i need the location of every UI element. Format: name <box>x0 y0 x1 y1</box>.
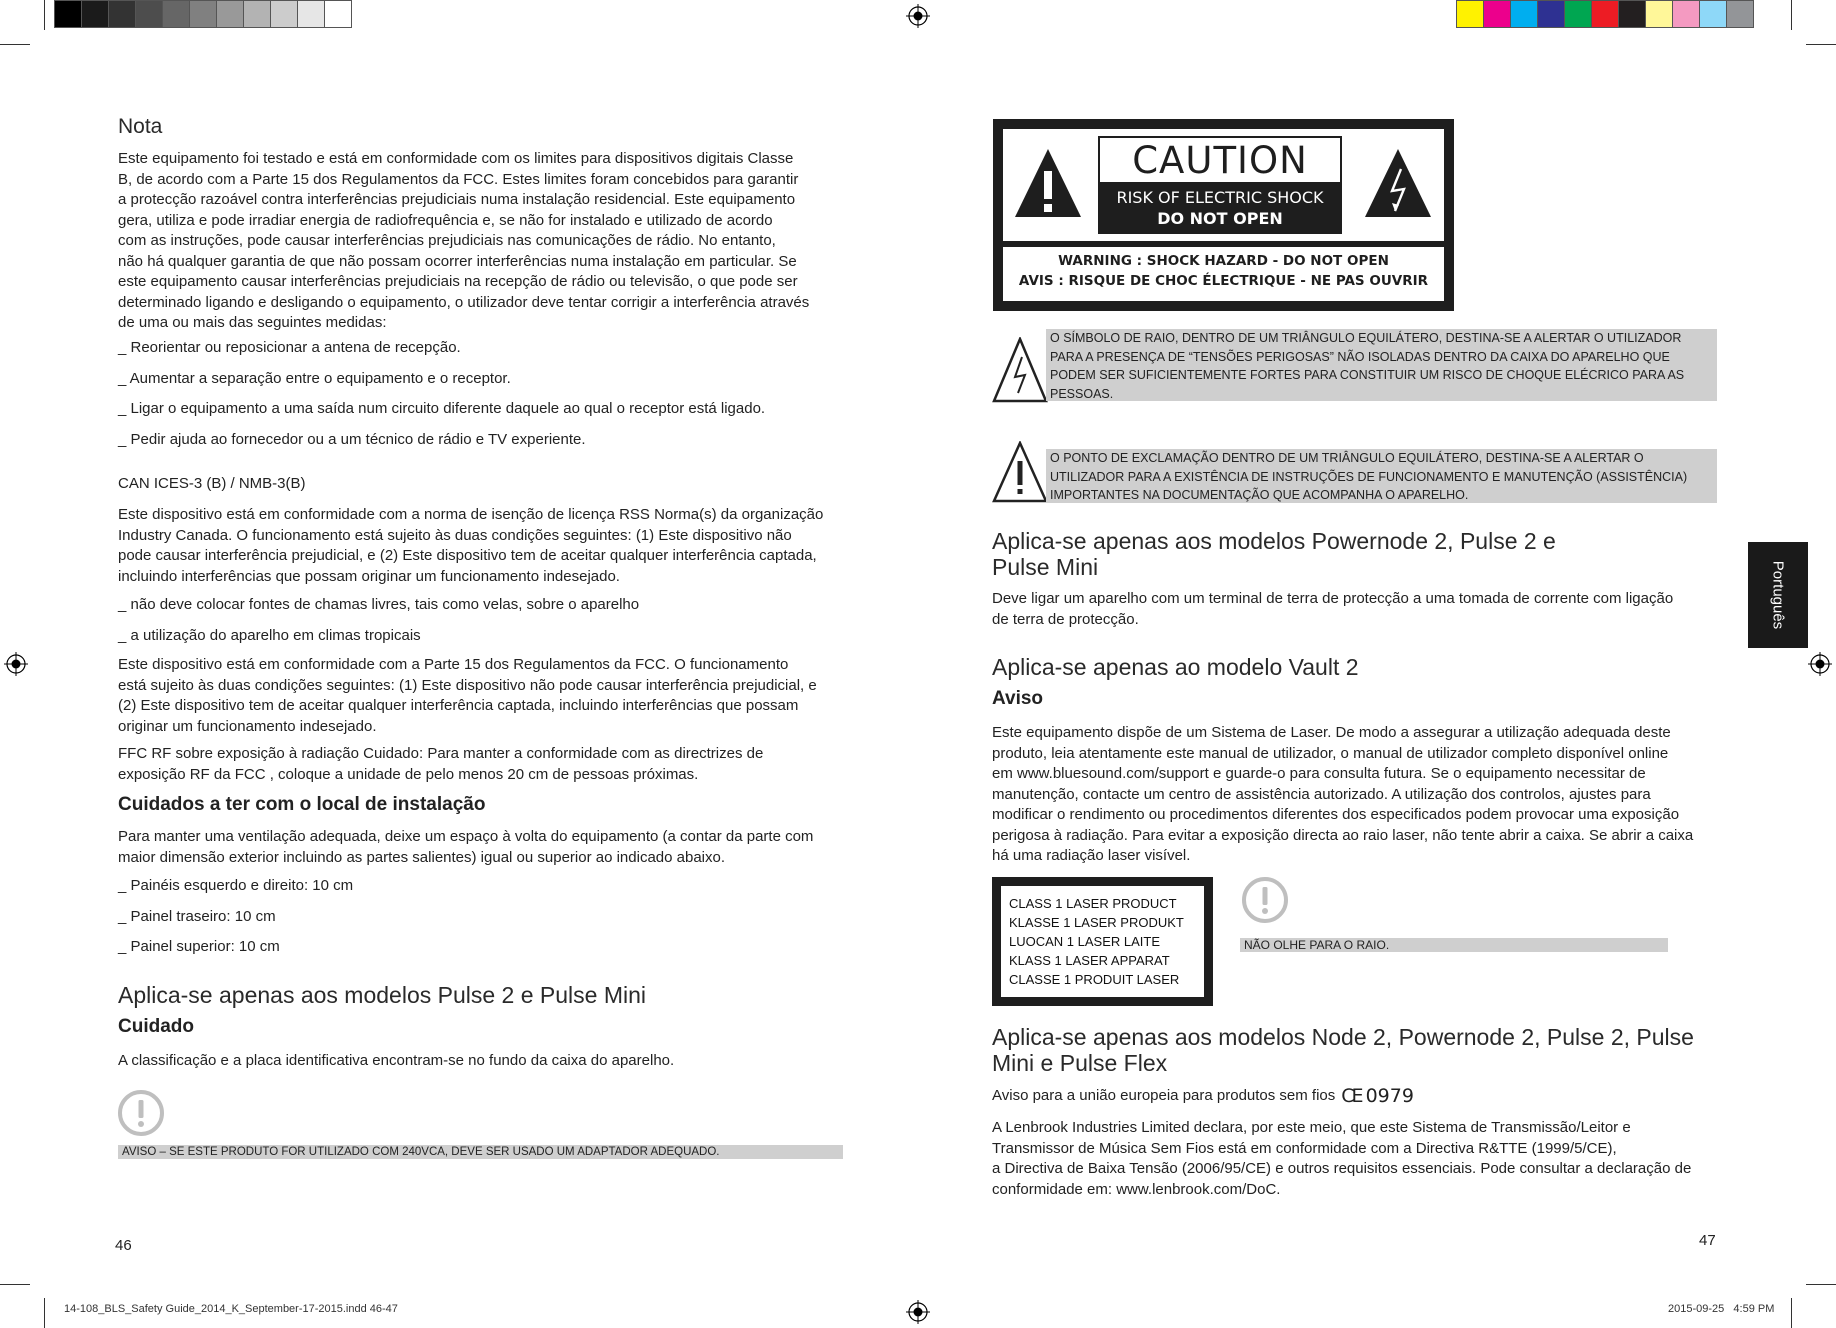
registration-mark-icon <box>906 4 930 28</box>
exclamation-circle-icon <box>117 1089 165 1137</box>
cuidado-text: A classificação e a placa identificativa encontram-se no fundo da caixa do aparelho. <box>118 1052 675 1069</box>
caution-line2: DO NOT OPEN <box>1157 209 1283 228</box>
cuidado-heading: Cuidado <box>118 1016 194 1037</box>
crop-mark <box>0 44 30 45</box>
text-line: Este equipamento dispõe de um Sistema de Laser. De modo a assegurar a utilização adequada deste <box>992 724 1671 741</box>
list-item: _ Painel superior: 10 cm <box>118 938 280 955</box>
install-heading: Cuidados a ter com o local de instalação <box>118 794 486 815</box>
crop-mark <box>44 1298 45 1328</box>
list-item: _ Aumentar a separação entre o equipamento e o receptor. <box>118 369 511 387</box>
text-line: manutenção, contacte um centro de assistência autorizado. A utilização dos controlos, ajustes para <box>992 785 1651 803</box>
text-line: Este dispositivo está em conformidade com a Parte 15 dos Regulamentos da FCC. O funcionamento <box>118 656 789 673</box>
color-swatch <box>216 0 244 28</box>
ce-mark-icon: CE <box>1341 1085 1361 1107</box>
list-item: _ Reorientar ou reposicionar a antena de recepção. <box>118 339 461 356</box>
text-line: não há qualquer garantia de que não possam ocorrer interferências numa instalação em particular. Se <box>118 252 797 270</box>
heading-line: Pulse Mini <box>992 554 1099 580</box>
text-line: UTILIZADOR PARA A EXISTÊNCIA DE INSTRUÇÕES DE FUNCIONAMENTO E MANUTENÇÃO (ASSISTÊNCIA) <box>1050 469 1688 484</box>
ce-number: 0979 <box>1365 1085 1414 1107</box>
text-line: determinado ligando e desligando o equipamento, o utilizador deve tentar corrigir a interferência através <box>118 293 810 311</box>
slug-file-info: 14-108_BLS_Safety Guide_2014_K_September-17-2015.indd 46-47 <box>64 1303 398 1315</box>
rf-paragraph <box>118 744 848 785</box>
vault-heading: Aplica-se apenas ao modelo Vault 2 <box>992 654 1359 680</box>
list-item: _ não deve colocar fontes de chamas livres, tais como velas, sobre o aparelho <box>118 596 640 613</box>
page-number-right: 47 <box>1699 1232 1716 1249</box>
list-item: _ Pedir ajuda ao fornecedor ou a um técnico de rádio e TV experiente. <box>118 430 586 448</box>
text-line: originar um funcionamento indesejado. <box>118 717 377 735</box>
color-swatch <box>1645 0 1673 28</box>
text-line: B, de acordo com a Parte 15 dos Regulamentos da FCC. Estes limites foram concebidos para garantir <box>118 170 799 188</box>
crop-mark <box>0 1284 30 1285</box>
text-line: de uma ou mais das seguintes medidas: <box>118 314 387 331</box>
nota-paragraph <box>118 149 848 334</box>
color-swatch <box>1564 0 1592 28</box>
color-swatch <box>324 0 352 28</box>
pulse-heading: Aplica-se apenas aos modelos Pulse 2 e Pulse Mini <box>118 982 647 1008</box>
laser-label-line: KLASSE 1 LASER PRODUKT <box>1009 915 1184 930</box>
text-line: modificar o rendimento ou procedimentos diferentes dos especificados podem provocar uma exposição <box>992 806 1680 823</box>
powernode-heading <box>992 528 1712 580</box>
lenbrook-paragraph <box>992 1118 1732 1200</box>
color-swatch <box>81 0 109 28</box>
registration-mark-icon <box>906 1300 930 1324</box>
laser-class-label <box>992 877 1213 1006</box>
language-tab <box>1748 542 1808 648</box>
text-line: PESSOAS. <box>1050 386 1114 401</box>
registration-mark-icon <box>1808 652 1832 676</box>
process-color-bar <box>1456 0 1753 30</box>
lightning-triangle-icon <box>1363 147 1433 219</box>
crop-mark <box>1791 0 1792 30</box>
crop-mark <box>1806 1284 1836 1285</box>
caution-label <box>993 119 1454 311</box>
text-line: IMPORTANTES NA DOCUMENTAÇÃO QUE ACOMPANHA O APARELHO. <box>1050 488 1469 502</box>
can-list <box>118 595 848 656</box>
text-line: PODEM SER SUFICIENTEMENTE FORTES PARA CONSTITUIR UM RISCO DE CHOQUE ELÉCRICO PARA AS <box>1050 368 1685 382</box>
heading-line: Mini e Pulse Flex <box>992 1050 1168 1076</box>
laser-label-line: CLASSE 1 PRODUIT LASER <box>1009 972 1180 987</box>
caution-warning-fr: AVIS : RISQUE DE CHOC ÉLECTRIQUE - NE PAS OUVRIR <box>1018 273 1429 289</box>
color-swatch <box>189 0 217 28</box>
color-swatch <box>1726 0 1754 28</box>
list-item: _ a utilização do aparelho em climas tropicais <box>118 626 421 644</box>
text-line: está sujeito às duas condições seguintes: (1) Este dispositivo não pode causar interferência prejudicial, e <box>118 676 817 694</box>
color-swatch <box>1672 0 1700 28</box>
color-swatch <box>1483 0 1511 28</box>
exclamation-note <box>1046 449 1717 503</box>
caution-line1: RISK OF ELECTRIC SHOCK <box>1116 188 1324 207</box>
exclamation-triangle-icon <box>1013 147 1083 219</box>
text-line: em www.bluesound.com/support e guarde-o para consulta futura. Se o equipamento necessitar de <box>992 765 1646 782</box>
color-swatch <box>1591 0 1619 28</box>
color-swatch <box>54 0 82 28</box>
aviso-heading: Aviso <box>992 688 1044 709</box>
text-line: conformidade em: www.lenbrook.com/DoC. <box>992 1180 1281 1198</box>
text-line: a Directiva de Baixa Tensão (2006/95/CE) e outros requisitos essenciais. Pode consultar a declaração de <box>992 1160 1692 1177</box>
can-paragraph <box>118 505 848 587</box>
lightning-outline-triangle-icon <box>992 337 1048 403</box>
grayscale-color-bar <box>54 0 351 30</box>
text-line: este equipamento causar interferências prejudiciais na recepção de rádio ou televisão, o que pode ser <box>118 273 798 290</box>
text-line: Deve ligar um aparelho com um terminal de terra de protecção a uma tomada de corrente com ligação <box>992 590 1674 607</box>
text-line: exposição RF da FCC , coloque a unidade de pelo menos 20 cm de pessoas próximas. <box>118 765 699 783</box>
color-swatch <box>162 0 190 28</box>
nota-heading: Nota <box>118 115 163 138</box>
text-line: Para manter uma ventilação adequada, deixe um espaço à volta do equipamento (a contar da parte com <box>118 828 814 845</box>
text-line: maior dimensão exterior incluindo as partes salientes) igual ou superior ao indicado abaixo. <box>118 848 726 866</box>
text-line: Industry Canada. O funcionamento está sujeito às duas condições seguintes: (1) Este dispositivo não <box>118 526 792 544</box>
caution-warning-en: WARNING : SHOCK HAZARD - DO NOT OPEN <box>1058 253 1389 269</box>
color-swatch <box>135 0 163 28</box>
page-number-left: 46 <box>115 1237 132 1254</box>
text-line: Este dispositivo está em conformidade com a norma de isenção de licença RSS Norma(s) da organização <box>118 506 824 523</box>
color-swatch <box>1699 0 1727 28</box>
registration-mark-icon <box>4 652 28 676</box>
text-line: A Lenbrook Industries Limited declara, por este meio, que este Sistema de Transmissão/Leitor e <box>992 1119 1631 1136</box>
text-line: de terra de protecção. <box>992 610 1139 628</box>
node-heading <box>992 1024 1712 1076</box>
can-heading: CAN ICES-3 (B) / NMB-3(B) <box>118 475 306 492</box>
crop-mark <box>1806 44 1836 45</box>
heading-line: Aplica-se apenas aos modelos Powernode 2, Pulse 2 e <box>992 528 1556 554</box>
text-line: gera, utiliza e pode irradiar energia de radiofrequência e, se não for instalado e utilizado de acordo <box>118 211 773 229</box>
aviso-adapter-bar: AVISO – SE ESTE PRODUTO FOR UTILIZADO COM 240VCA, DEVE SER USADO UM ADAPTADOR ADEQUADO. <box>118 1145 843 1159</box>
heading-line: Aplica-se apenas aos modelos Node 2, Powernode 2, Pulse 2, Pulse <box>992 1024 1694 1050</box>
list-item: _ Painéis esquerdo e direito: 10 cm <box>118 877 354 894</box>
install-paragraph <box>118 827 848 868</box>
install-list <box>118 876 848 968</box>
text-line: a protecção razoável contra interferências prejudiciais numa instalação residencial. Este equipamento <box>118 191 796 208</box>
laser-label-line: KLASS 1 LASER APPARAT <box>1009 953 1170 968</box>
eu-notice <box>992 1086 1414 1107</box>
color-swatch <box>108 0 136 28</box>
text-line: Transmissor de Música Sem Fios está em conformidade com a Directiva R&TTE (1999/5/CE), <box>992 1139 1617 1157</box>
text-line: O SÍMBOLO DE RAIO, DENTRO DE UM TRIÂNGULO EQUILÁTERO, DESTINA-SE A ALERTAR O UTILIZADOR <box>1050 331 1682 345</box>
color-swatch <box>270 0 298 28</box>
text-line: O PONTO DE EXCLAMAÇÃO DENTRO DE UM TRIÂNGULO EQUILÁTERO, DESTINA-SE A ALERTAR O <box>1050 451 1644 465</box>
fcc15-paragraph <box>118 655 848 737</box>
exclamation-outline-triangle-icon <box>992 441 1048 503</box>
text-line: Este equipamento foi testado e está em conformidade com os limites para dispositivos digitais Classe <box>118 150 794 167</box>
text-line: FFC RF sobre exposição à radiação Cuidado: Para manter a conformidade com as directrizes de <box>118 745 764 762</box>
crop-mark <box>1791 1298 1792 1328</box>
slug-timestamp: 2015-09-25 4:59 PM <box>1668 1303 1775 1315</box>
text-line: perigosa à radiação. Para evitar a exposição directa ao raio laser, não tente abrir a caixa. Se abrir a caixa <box>992 826 1694 844</box>
list-item: _ Painel traseiro: 10 cm <box>118 907 276 925</box>
list-item: _ Ligar o equipamento a uma saída num circuito diferente daquele ao qual o receptor está ligado. <box>118 400 766 417</box>
text-line: há uma radiação laser visível. <box>992 847 1191 864</box>
laser-label-line: LUOCAN 1 LASER LAITE <box>1009 934 1160 949</box>
color-swatch <box>1456 0 1484 28</box>
color-swatch <box>1618 0 1646 28</box>
caution-title: CAUTION <box>1132 139 1308 182</box>
color-swatch <box>297 0 325 28</box>
laser-label-line: CLASS 1 LASER PRODUCT <box>1009 896 1177 911</box>
vault-paragraph <box>992 723 1722 867</box>
lightning-note <box>1046 329 1717 401</box>
powernode-paragraph <box>992 589 1722 630</box>
measures-list <box>118 338 848 460</box>
text-line: PARA A PRESENÇA DE “TENSÕES PERIGOSAS” NÃO ISOLADAS DENTRO DA CAIXA DO APARELHO QUE <box>1050 349 1670 364</box>
text-line: incluindo interferências que possam originar um funcionamento indesejado. <box>118 567 620 585</box>
color-swatch <box>1510 0 1538 28</box>
text-line: produto, leia atentamente este manual de utilizador, o manual de utilizador completo disponível online <box>992 744 1669 762</box>
color-swatch <box>243 0 271 28</box>
laser-warning-bar: NÃO OLHE PARA O RAIO. <box>1240 938 1668 952</box>
exclamation-circle-icon <box>1241 876 1289 924</box>
text-line: com as instruções, pode causar interferências prejudiciais nas comunicações de rádio. No entanto, <box>118 232 776 249</box>
color-swatch <box>1537 0 1565 28</box>
text-line: pode causar interferência prejudicial, e (2) Este dispositivo tem de aceitar qualquer interferência captada, <box>118 547 817 564</box>
eu-notice-text: Aviso para a união europeia para produtos sem fios <box>992 1087 1336 1104</box>
crop-mark <box>44 0 45 30</box>
text-line: (2) Este dispositivo tem de aceitar qualquer interferência captada, incluindo interferências que possam <box>118 697 799 714</box>
language-tab-label: Português <box>1769 560 1787 630</box>
